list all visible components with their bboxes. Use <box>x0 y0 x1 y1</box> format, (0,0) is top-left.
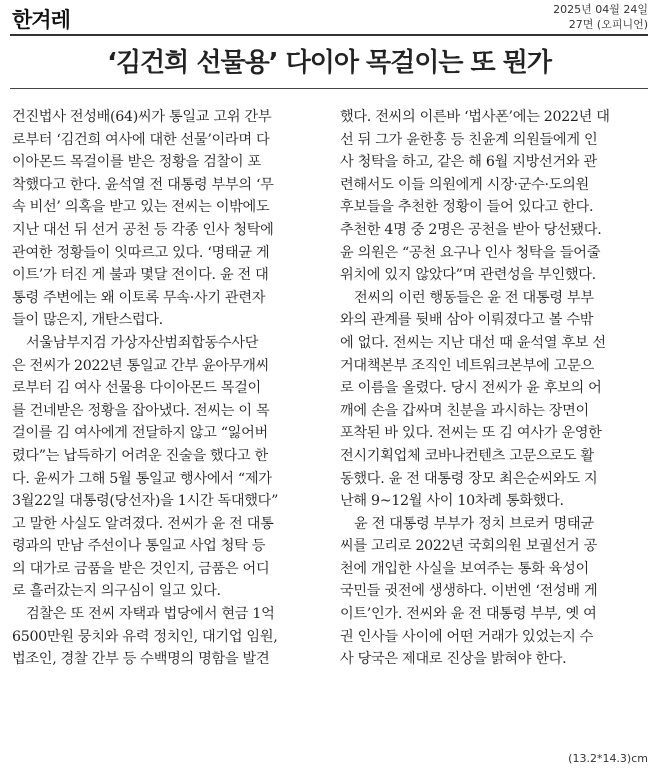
column-left <box>12 106 323 671</box>
text-line: 통령 주변에는 왜 이토록 무속·사기 관련자 <box>12 289 266 306</box>
text-line: 지난 대선 뒤 선거 공천 등 각종 인사 청탁에 <box>12 221 274 238</box>
text-line: 했다. 전씨의 이른바 ‘법사폰’에는 2022년 대 <box>340 109 610 125</box>
text-line: 착했다고 한다. 윤석열 전 대통령 부부의 ‘무 <box>12 176 274 193</box>
text-line: 권 인사들 사이에 어떤 거래가 있었는지 수 <box>340 628 594 645</box>
size-note: (13.2*14.3)cm <box>568 752 648 765</box>
text-line: 법조인, 경찰 간부 등 수백명의 명함을 발견 <box>12 651 270 668</box>
text-line: 이트’가 터진 게 불과 몇달 전이다. 윤 전 대 <box>12 267 269 284</box>
text-line: 윤 의원은 “공천 요구나 인사 청탁을 들어줄 <box>340 244 601 261</box>
headline: ‘김건희 선물용’ 다이아 목걸이는 또 뭔가 <box>107 48 551 78</box>
masthead-logo: 한겨레 <box>12 8 70 32</box>
text-line: 사 당국은 제대로 진상을 밝혀야 한다. <box>340 651 567 668</box>
text-line: 이트’인가. 전씨와 윤 전 대통령 부부, 옛 여 <box>340 606 597 623</box>
text-line: 후보들을 추천한 정황이 들어 있다고 한다. <box>340 199 594 216</box>
text-line: 국민들 귓전에 생생하다. 이번엔 ‘전성배 게 <box>340 583 598 600</box>
text-line: 에 없다. 전씨는 지난 대선 때 윤석열 후보 선 <box>340 334 606 351</box>
text-line: 검찰은 또 전씨 자택과 법당에서 현금 1억 <box>26 606 275 623</box>
text-line: 관여한 정황들이 잇따르고 있다. ‘명태균 게 <box>12 244 270 261</box>
text-line: 로부터 김 여사 선물용 다이아몬드 목걸이 <box>12 380 261 397</box>
text-line: 이아몬드 목걸이를 받은 정황을 검찰이 포 <box>12 154 261 171</box>
text-line: 와의 관계를 뒷배 삼아 이뤄졌다고 볼 수밖 <box>340 312 594 329</box>
text-line: 깨에 손을 갑싸며 친분을 과시하는 장면이 <box>340 402 589 419</box>
text-line: 의 대가로 금품을 받은 것인지, 금품은 어디 <box>12 560 270 577</box>
text-line: 은 전씨가 2022년 통일교 간부 윤아무개씨 <box>12 357 270 374</box>
text-line: 전씨의 이런 행동들은 윤 전 대통령 부부 <box>354 289 594 306</box>
text-line: 서울남부지검 가상자산범죄합동수사단 <box>26 334 259 351</box>
text-line: 6500만원 뭉치와 유력 정치인, 대기업 임원, <box>12 628 278 645</box>
text-line: 위치에 있지 않았다”며 관련성을 부인했다. <box>340 267 596 284</box>
text-line: 걸이를 김 여사에게 전달하지 않고 “잃어버 <box>12 425 268 442</box>
text-line: 추천한 4명 중 2명은 공천을 받아 당선됐다. <box>340 221 602 238</box>
text-line: 련해서도 이들 의원에게 시장·군수·도의원 <box>340 176 589 193</box>
text-line: 천에 개입한 사실을 보여주는 통화 육성이 <box>340 560 589 577</box>
text-line: 포착된 바 있다. 전씨는 또 김 여사가 운영한 <box>340 425 602 442</box>
column-right <box>340 106 647 671</box>
publish-date: 2025년 04월 24일 <box>553 3 648 16</box>
article-meta <box>553 2 648 32</box>
text-line: 윤 전 대통령 부부가 정치 브로커 명태균 <box>354 515 594 532</box>
text-line: 령과의 만남 주선이나 통일교 사업 청탁 등 <box>12 538 266 555</box>
header-rule <box>10 34 648 36</box>
text-line: 난해 9~12월 사이 10차례 통화했다. <box>340 493 564 510</box>
text-line: 를 건네받은 정황을 잡아냈다. 전씨는 이 목 <box>12 402 270 419</box>
text-line: 속 비선’ 의혹을 받고 있는 전씨는 이밖에도 <box>12 199 270 216</box>
text-line: 렸다”는 납득하기 어려운 진술을 했다고 한 <box>12 447 268 464</box>
headline-rule <box>10 88 648 89</box>
text-line: 사 청탁을 하고, 같은 해 6월 지방선거와 관 <box>340 154 597 171</box>
text-line: 다. 윤씨가 그해 5월 통일교 행사에서 “제가 <box>12 470 272 487</box>
text-line: 선 뒤 그가 윤한홍 등 친윤계 의원들에게 인 <box>340 131 598 148</box>
page-section: 27면 (오피니언) <box>568 18 648 31</box>
text-line: 거대책본부 조직인 네트워크본부에 고문으 <box>340 357 594 374</box>
text-line: 동했다. 윤 전 대통령 장모 최은순씨와도 지 <box>340 470 598 487</box>
text-line: 씨를 고리로 2022년 국회의원 보궐선거 공 <box>340 538 598 555</box>
text-line: 들이 많은지, 개탄스럽다. <box>12 312 163 329</box>
text-line: 고 말한 사실도 알려졌다. 전씨가 윤 전 대통 <box>12 515 274 532</box>
text-line: 로 이름을 올렸다. 당시 전씨가 윤 후보의 어 <box>340 380 602 397</box>
text-line: 전시기획업체 코바나컨텐츠 고문으로도 활 <box>340 447 594 464</box>
text-line: 로부터 ‘김건희 여사에 대한 선물’이라며 다 <box>12 131 270 148</box>
text-line: 로 흘러갔는지 의구심이 일고 있다. <box>12 583 221 600</box>
text-line: 건진법사 전성배(64)씨가 통일교 고위 간부 <box>12 109 272 125</box>
text-line: 3월22일 대통령(당선자)을 1시간 독대했다” <box>12 493 279 510</box>
